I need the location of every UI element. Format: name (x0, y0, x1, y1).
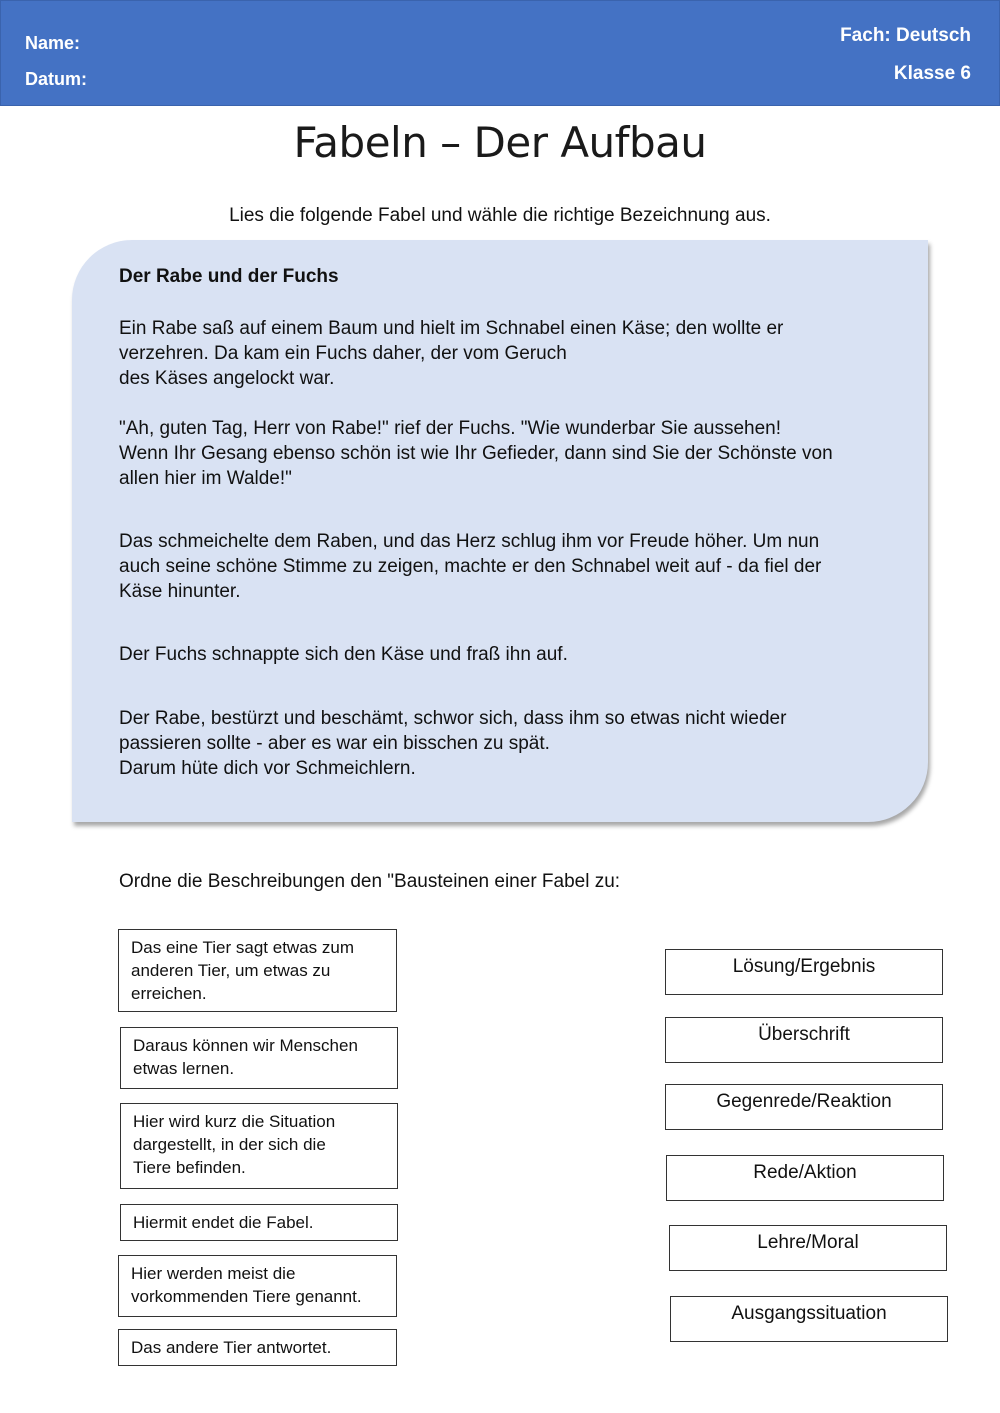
label-ausgangssituation[interactable]: Ausgangssituation (670, 1296, 948, 1342)
description-card[interactable]: Hier wird kurz die Situation dargestellt, in der sich die Tiere befinden. (120, 1103, 398, 1189)
description-card[interactable]: Das andere Tier antwortet. (118, 1329, 397, 1366)
story-title: Der Rabe und der Fuchs (119, 266, 339, 287)
story-paragraph-5: Der Rabe, bestürzt und beschämt, schwor sich, dass ihm so etwas nicht wieder passieren sollte - aber es war ein bisschen zu spät. Darum hüte dich vor Schmeichlern. (119, 708, 787, 779)
header-bar (0, 0, 1000, 106)
label-loesung-ergebnis[interactable]: Lösung/Ergebnis (665, 949, 943, 995)
label-lehre-moral[interactable]: Lehre/Moral (669, 1225, 947, 1271)
description-card[interactable]: Hiermit endet die Fabel. (120, 1204, 398, 1241)
sort-instruction: Ordne die Beschreibungen den "Bausteinen einer Fabel zu: (119, 871, 621, 892)
description-card[interactable]: Daraus können wir Menschen etwas lernen. (120, 1027, 398, 1089)
label-ueberschrift[interactable]: Überschrift (665, 1017, 943, 1063)
label-rede-aktion[interactable]: Rede/Aktion (666, 1155, 944, 1201)
instruction-text: Lies die folgende Fabel und wähle die richtige Bezeichnung aus. (229, 205, 771, 226)
story-paragraph-3: Das schmeichelte dem Raben, und das Herz schlug ihm vor Freude höher. Um nun auch seine schöne Stimme zu zeigen, machte er den Schnabel weit auf - da fiel der Käse hinunter. (119, 531, 822, 602)
label-gegenrede-reaktion[interactable]: Gegenrede/Reaktion (665, 1084, 943, 1130)
story-paragraph-2: "Ah, guten Tag, Herr von Rabe!" rief der Fuchs. "Wie wunderbar Sie aussehen! Wenn Ihr Gesang ebenso schön ist wie Ihr Gefieder, dann sind Sie der Schönste von allen hier im Walde!" (119, 418, 833, 489)
story-paragraph-4: Der Fuchs schnappte sich den Käse und fraß ihn auf. (119, 644, 568, 665)
name-label: Name: (25, 33, 81, 53)
page-title: Fabeln – Der Aufbau (293, 118, 707, 167)
date-label: Datum: (25, 69, 87, 89)
description-card[interactable]: Hier werden meist die vorkommenden Tiere genannt. (118, 1255, 397, 1317)
grade-label: Klasse 6 (893, 63, 971, 84)
story-paragraph-1: Ein Rabe saß auf einem Baum und hielt im Schnabel einen Käse; den wollte er verzehren. Da kam ein Fuchs daher, der vom Geruch des Käses angelockt war. (119, 318, 784, 389)
description-card[interactable]: Das eine Tier sagt etwas zum anderen Tier, um etwas zu erreichen. (118, 929, 397, 1012)
subject-label: Fach: Deutsch (840, 25, 971, 46)
